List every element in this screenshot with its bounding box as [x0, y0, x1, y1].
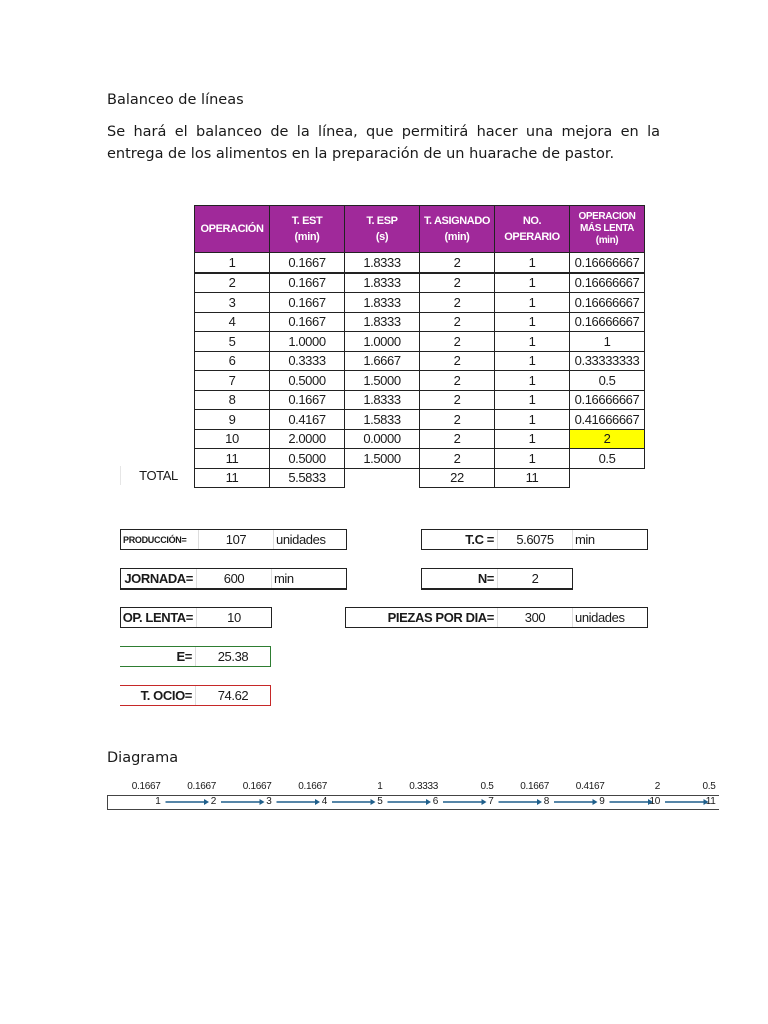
table-cell: 1.8333: [345, 390, 420, 410]
table-row: [195, 293, 645, 313]
total-cell: 11: [195, 468, 270, 488]
table-cell: 0.1667: [270, 253, 345, 273]
op-lenta-label: OP. LENTA=: [121, 608, 197, 627]
total-cell: 22: [420, 468, 495, 488]
table-cell: 0.5000: [270, 371, 345, 391]
table-cell: 1.6667: [345, 351, 420, 371]
table-cell: 8: [195, 390, 270, 410]
table-cell: 3: [195, 293, 270, 313]
table-header: [345, 206, 420, 253]
table-header: [270, 206, 345, 253]
piezas-value: 300: [498, 608, 573, 627]
table-row: [195, 449, 645, 469]
table-cell: 1.0000: [270, 332, 345, 352]
table-cell: 1: [495, 351, 570, 371]
table-cell: 2: [570, 429, 645, 449]
table-header-line: (s): [375, 231, 389, 243]
tc-unit: min: [575, 532, 595, 547]
e-box: [120, 646, 271, 667]
jornada-label: JORNADA=: [121, 569, 197, 588]
balanceo-table: [194, 205, 645, 488]
table-cell: 1: [495, 449, 570, 469]
n-box: [421, 568, 573, 590]
diagram-node: 7: [488, 796, 494, 807]
table-cell: 1: [495, 273, 570, 293]
total-cell: 5.5833: [270, 468, 345, 488]
table-cell: 1: [495, 429, 570, 449]
table-header-line: T. ESP: [366, 215, 398, 227]
table-cell: 0.5: [570, 449, 645, 469]
table-cell: 1: [495, 312, 570, 332]
produccion-box: [120, 529, 347, 550]
table-cell: 1.8333: [345, 273, 420, 293]
table-cell: 0.0000: [345, 429, 420, 449]
table-cell: 0.16666667: [570, 273, 645, 293]
table-cell: 4: [195, 312, 270, 332]
table-cell: 1.8333: [345, 253, 420, 273]
table-cell: 0.1667: [270, 273, 345, 293]
diagram-node: 2: [210, 796, 216, 807]
table-cell: 1: [570, 332, 645, 352]
table-cell: 0.16666667: [570, 390, 645, 410]
diagram-time: 0.1667: [298, 781, 327, 792]
table-header: [195, 206, 270, 253]
diagram-time: 1: [377, 781, 383, 792]
op-lenta-value: 10: [227, 610, 241, 625]
table-cell: 1: [495, 332, 570, 352]
table-cell: 1.8333: [345, 293, 420, 313]
table-cell: 0.1667: [270, 293, 345, 313]
diagram-time: 0.4167: [575, 781, 605, 792]
table-header-line: OPERACIÓN: [200, 223, 264, 235]
table-header-line: OPERARIO: [504, 231, 560, 243]
total-row: [195, 468, 645, 488]
e-label: E=: [120, 647, 196, 666]
table-header-line: OPERACION: [578, 211, 636, 222]
table-row: [195, 429, 645, 449]
table-cell: 0.5: [570, 371, 645, 391]
produccion-unit: unidades: [276, 532, 326, 547]
table-cell: 2: [420, 390, 495, 410]
table-cell: 0.33333333: [570, 351, 645, 371]
table-cell: 2: [195, 273, 270, 293]
piezas-label: PIEZAS POR DIA=: [346, 608, 498, 627]
diagram-node: 11: [705, 796, 716, 807]
diagram-time: 0.1667: [520, 781, 549, 792]
heading-balanceo: Balanceo de líneas: [107, 92, 244, 108]
table-cell: 1: [495, 390, 570, 410]
table-cell: 0.4167: [270, 410, 345, 430]
table-row: [195, 390, 645, 410]
table-cell: 1: [495, 293, 570, 313]
table-header-line: T. ASIGNADO: [423, 215, 491, 227]
table-cell: 2: [420, 371, 495, 391]
total-label: TOTAL: [120, 466, 196, 485]
jornada-value: 600: [197, 569, 272, 588]
table-cell: 6: [195, 351, 270, 371]
produccion-label: PRODUCCIÓN=: [121, 530, 199, 549]
table-cell: 2: [420, 410, 495, 430]
table-cell: 0.16666667: [570, 293, 645, 313]
table-row: [195, 273, 645, 293]
table-cell: 0.41666667: [570, 410, 645, 430]
table-cell: 2: [420, 332, 495, 352]
table-header-line: NO.: [522, 215, 542, 227]
diagram-time: 0.5: [480, 781, 494, 792]
empty-cell: [345, 468, 420, 488]
intro-paragraph: Se hará el balanceo de la línea, que permitirá hacer una mejora en la entrega de los alimentos en la preparación de un huarache de pastor.: [107, 124, 660, 162]
table-header: [570, 206, 645, 253]
table-row: [195, 351, 645, 371]
n-value: 2: [531, 571, 539, 586]
table-header: [495, 206, 570, 253]
table-cell: 5: [195, 332, 270, 352]
table-cell: 2: [420, 312, 495, 332]
table-cell: 0.1667: [270, 312, 345, 332]
empty-cell: [570, 468, 645, 488]
jornada-box: [120, 568, 347, 590]
diagram-node: 1: [155, 796, 161, 807]
table-cell: 1.5000: [345, 371, 420, 391]
diagram-node: 3: [266, 796, 272, 807]
diagram-node: 5: [377, 796, 383, 807]
diagram-title: Diagrama: [107, 750, 179, 766]
piezas-unit: unidades: [575, 610, 625, 625]
t-ocio-value: 74.62: [217, 688, 249, 703]
diagram-node: 10: [649, 796, 660, 807]
table-cell: 2: [420, 293, 495, 313]
table-cell: 1.0000: [345, 332, 420, 352]
table-header: [420, 206, 495, 253]
total-cell: 11: [495, 468, 570, 488]
table-header-line: MÁS LENTA: [580, 223, 634, 234]
diagram-node: 9: [599, 796, 605, 807]
table-cell: 11: [195, 449, 270, 469]
op-lenta-box: [120, 607, 272, 628]
table-cell: 2.0000: [270, 429, 345, 449]
e-value: 25.38: [217, 649, 249, 664]
table-row: [195, 312, 645, 332]
jornada-unit: min: [274, 571, 294, 586]
table-cell: 9: [195, 410, 270, 430]
table-row: [195, 332, 645, 352]
diagram-node: 4: [321, 796, 327, 807]
tc-box: [421, 529, 648, 550]
table-cell: 2: [420, 449, 495, 469]
table-header-line: (min): [595, 235, 619, 246]
table-row: [195, 253, 645, 273]
table-cell: 1.8333: [345, 312, 420, 332]
table-header-line: T. EST: [291, 215, 323, 227]
diagram-node: 8: [543, 796, 549, 807]
table-cell: 0.5000: [270, 449, 345, 469]
table-cell: 0.3333: [270, 351, 345, 371]
table-cell: 7: [195, 371, 270, 391]
table-header-line: (min): [294, 231, 320, 243]
diagram-time: 2: [654, 781, 660, 792]
diagram-time: 0.5: [702, 781, 716, 792]
table-cell: 1.5833: [345, 410, 420, 430]
table-cell: 2: [420, 429, 495, 449]
produccion-value: 107: [199, 530, 274, 549]
diagram-time: 0.3333: [409, 781, 438, 792]
table-cell: 1: [195, 253, 270, 273]
tc-label: T.C =: [422, 530, 498, 549]
table-row: [195, 371, 645, 391]
table-cell: 2: [420, 351, 495, 371]
t-ocio-box: [120, 685, 271, 706]
table-cell: 0.16666667: [570, 253, 645, 273]
table-header-line: (min): [444, 231, 470, 243]
diagram-time: 0.1667: [187, 781, 216, 792]
n-label: N=: [422, 569, 498, 588]
table-cell: 1.5000: [345, 449, 420, 469]
table-cell: 10: [195, 429, 270, 449]
tc-value: 5.6075: [498, 530, 573, 549]
table-cell: 2: [420, 253, 495, 273]
table-cell: 1: [495, 371, 570, 391]
diagram-node: 6: [432, 796, 438, 807]
table-row: [195, 410, 645, 430]
t-ocio-label: T. OCIO=: [120, 686, 196, 705]
table-cell: 1: [495, 253, 570, 273]
table-cell: 1: [495, 410, 570, 430]
table-cell: 0.1667: [270, 390, 345, 410]
diagram-time: 0.1667: [131, 781, 161, 792]
diagram-time: 0.1667: [242, 781, 272, 792]
table-cell: 2: [420, 273, 495, 293]
piezas-box: [345, 607, 648, 628]
table-cell: 0.16666667: [570, 312, 645, 332]
